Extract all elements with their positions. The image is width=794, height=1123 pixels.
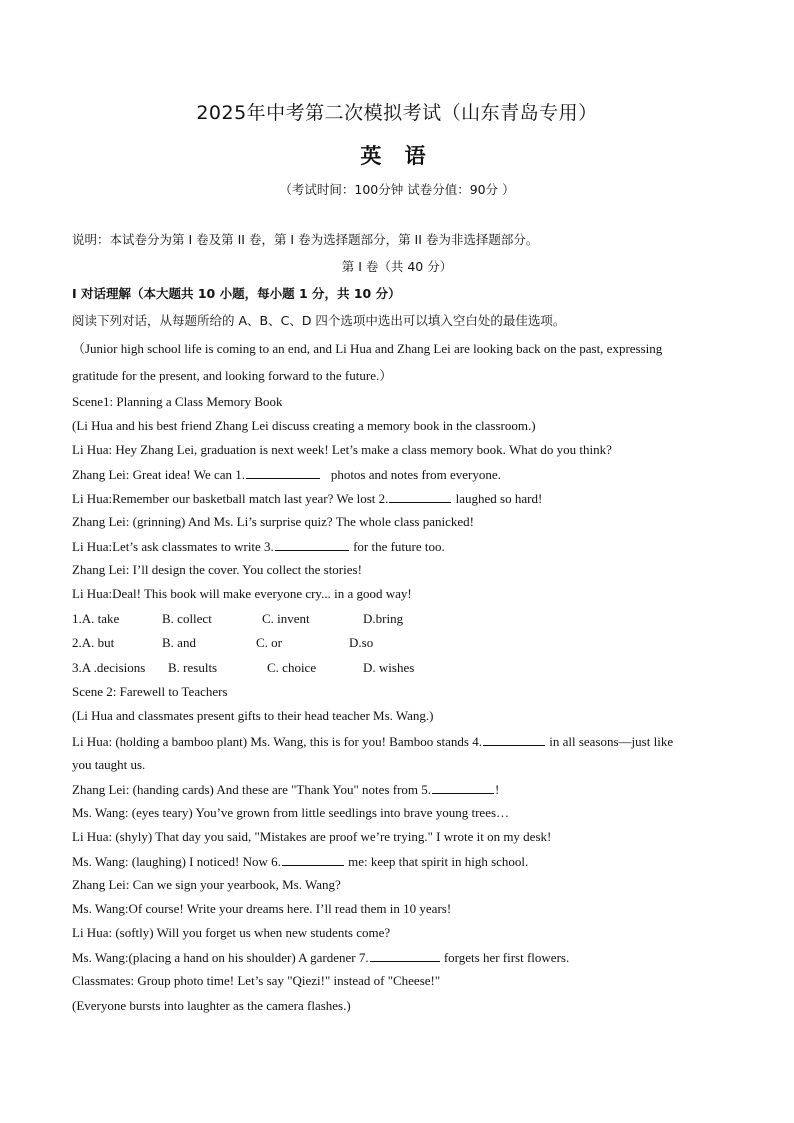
- instruction-note: 说明：本试卷分为第 I 卷及第 II 卷，第 I 卷为选择题部分，第 II 卷为非选择题部分。: [72, 232, 539, 247]
- scene2-title: Scene 2: Farewell to Teachers: [72, 684, 228, 699]
- option-3a: 3.A .decisions: [72, 660, 146, 675]
- scene1-context: (Li Hua and his best friend Zhang Lei discuss creating a memory book in the classroom.): [72, 418, 536, 433]
- dialogue-text: for the future too.: [353, 539, 445, 554]
- option-3b: B. results: [168, 660, 218, 675]
- dialogue-text: Li Hua:Remember our basketball match last year? We lost 2.: [72, 491, 389, 506]
- answer-blank-2: [389, 490, 451, 503]
- dialogue-text: Zhang Lei: Great idea! We can 1.: [72, 467, 246, 482]
- scene2-line-3: Ms. Wang: (eyes teary) You’ve grown from little seedlings into brave young trees…: [72, 805, 510, 820]
- dialogue-text: Ms. Wang: (laughing) I noticed! Now 6.: [72, 854, 281, 869]
- option-3c: C. choice: [267, 660, 317, 675]
- scene1-line-5: [72, 538, 445, 555]
- dialogue-text: Li Hua:Let’s ask classmates to write 3.: [72, 539, 274, 554]
- dialogue-text: laughed so hard!: [455, 491, 543, 506]
- scene2-line-6: Zhang Lei: Can we sign your yearbook, Ms. Wang?: [72, 877, 341, 892]
- scene2-line-8: Li Hua: (softly) Will you forget us when new students come?: [72, 925, 391, 940]
- scene2-line-4: Li Hua: (shyly) That day you said, "Mistakes are proof we’re trying." I wrote it on my desk!: [72, 829, 552, 844]
- option-2a: 2.A. but: [72, 635, 115, 650]
- option-1d: D.bring: [363, 611, 404, 626]
- exam-title: 2025年中考第二次模拟考试（山东青岛专用）: [196, 102, 598, 124]
- dialogue-text: Li Hua: (holding a bamboo plant) Ms. Wang, this is for you! Bamboo stands 4.: [72, 734, 482, 749]
- dialogue-text: in all seasons—just like: [549, 734, 674, 749]
- dialogue-text: Zhang Lei: (handing cards) And these are "Thank You" notes from 5.: [72, 782, 432, 797]
- scene1-line-7: Li Hua:Deal! This book will make everyone cry... in a good way!: [72, 586, 412, 601]
- option-2d: D.so: [349, 635, 374, 650]
- answer-blank-5: [432, 781, 494, 794]
- answer-blank-6: [282, 853, 344, 866]
- dialogue-text: me: keep that spirit in high school.: [348, 854, 529, 869]
- scene2-line-5: [72, 853, 528, 870]
- scene2-line-1-cont: you taught us.: [72, 757, 146, 772]
- scene2-context: (Li Hua and classmates present gifts to their head teacher Ms. Wang.): [72, 708, 434, 723]
- scene1-line-6: Zhang Lei: I’ll design the cover. You collect the stories!: [72, 562, 362, 577]
- section-directions: 阅读下列对话，从每题所给的 A、B、C、D 四个选项中选出可以填入空白处的最佳选项。: [72, 313, 566, 328]
- section-title: I 对话理解（本大题共 10 小题，每小题 1 分，共 10 分）: [72, 286, 401, 301]
- dialogue-text: !: [495, 782, 500, 797]
- intro-line-2: gratitude for the present, and looking forward to the future.）: [72, 368, 393, 383]
- scene2-line-9: [72, 949, 569, 966]
- scene2-line-2: [72, 781, 499, 798]
- answer-blank-4: [483, 733, 545, 746]
- scene2-line-11: (Everyone bursts into laughter as the camera flashes.): [72, 998, 351, 1013]
- option-2b: B. and: [162, 635, 196, 650]
- scene2-line-1: [72, 733, 673, 750]
- scene1-line-2: [72, 466, 501, 483]
- option-1b: B. collect: [162, 611, 212, 626]
- dialogue-text: Ms. Wang:(placing a hand on his shoulder) A gardener 7.: [72, 950, 369, 965]
- scene1-line-4: Zhang Lei: (grinning) And Ms. Li’s surprise quiz? The whole class panicked!: [72, 514, 474, 529]
- scene2-line-7: Ms. Wang:Of course! Write your dreams here. I’ll read them in 10 years!: [72, 901, 452, 916]
- scene1-line-1: Li Hua: Hey Zhang Lei, graduation is next week! Let’s make a class memory book. What do you think?: [72, 442, 612, 457]
- scene1-line-3: [72, 490, 542, 507]
- subject-title: 英 语: [360, 144, 434, 168]
- scene1-title: Scene1: Planning a Class Memory Book: [72, 394, 283, 409]
- part1-title: 第 I 卷（共 40 分）: [341, 259, 453, 274]
- exam-time-info: （考试时间：100分钟 试卷分值：90分 ）: [279, 182, 515, 197]
- dialogue-text: photos and notes from everyone.: [330, 467, 501, 482]
- option-3d: D. wishes: [363, 660, 415, 675]
- answer-blank-3: [275, 538, 349, 551]
- option-1a: 1.A. take: [72, 611, 120, 626]
- answer-blank-1: [246, 466, 320, 479]
- answer-blank-7: [370, 949, 440, 962]
- intro-line-1: （Junior high school life is coming to an end, and Li Hua and Zhang Lei are looking back on the past, expressing: [72, 341, 663, 356]
- scene2-line-10: Classmates: Group photo time! Let’s say "Qiezi!" instead of "Cheese!": [72, 973, 441, 988]
- option-1c: C. invent: [262, 611, 310, 626]
- option-2c: C. or: [256, 635, 282, 650]
- dialogue-text: forgets her first flowers.: [443, 950, 570, 965]
